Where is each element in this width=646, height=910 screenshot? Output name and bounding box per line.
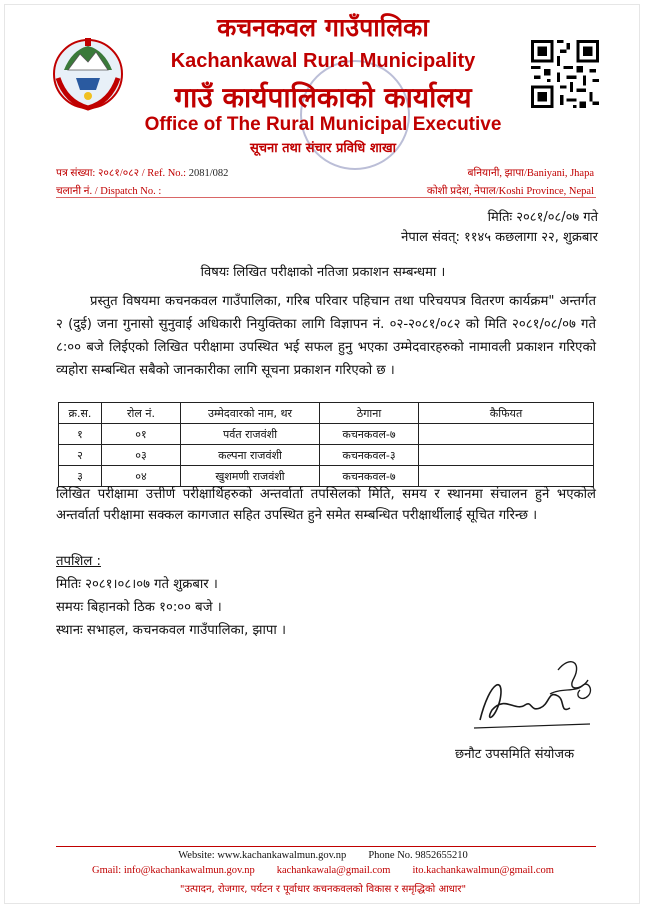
cell-address: कचनकवल-३ [320, 445, 419, 466]
address-line-1: बनियानी, झापा/Baniyani, Jhapa [467, 168, 594, 179]
cell-remarks [419, 445, 594, 466]
footer-email-2[interactable]: kachankawala@gmail.com [276, 865, 391, 876]
header-remarks: कैफियत [419, 403, 594, 424]
cell-sn: ३ [59, 466, 102, 487]
details-title: तपशिल : [56, 554, 101, 569]
cell-name: खुशमणी राजवंशी [181, 466, 320, 487]
signature-icon [470, 650, 600, 740]
header-divider [56, 197, 596, 198]
cell-remarks [419, 424, 594, 445]
date-line: मितिः २०८१/०८/०७ गते [487, 210, 598, 225]
ref-value: 2081/082 [188, 168, 229, 179]
office-name-nepali: गाउँ कार्यपालिकाको कार्यालय [174, 81, 472, 114]
cell-sn: २ [59, 445, 102, 466]
details-block [56, 550, 286, 642]
subject-line: विषयः लिखित परीक्षाको नतिजा प्रकाशन सम्बन्धमा । [200, 265, 446, 280]
footer-phone: Phone No. 9852655210 [368, 850, 468, 861]
municipality-name-nepali: कचनकवल गाउँपालिका [217, 13, 429, 42]
table-row [59, 424, 594, 445]
municipality-name-english: Kachankawal Rural Municipality [170, 50, 476, 72]
dispatch-number: चलानी नं. / Dispatch No. : [56, 186, 162, 197]
signer-title: छनौट उपसमिति संयोजक [455, 747, 575, 762]
interview-notice [56, 484, 596, 526]
footer-gmail[interactable]: Gmail: info@kachankawalmun.gov.np [92, 865, 255, 876]
cell-sn: १ [59, 424, 102, 445]
details-date: मितिः २०८१।०८।०७ गते शुक्रबार । [56, 577, 218, 592]
ref-number [56, 166, 228, 180]
body-text: प्रस्तुत विषयमा कचनकवल गाउँपालिका, गरिब परिवार पहिचान तथा परिचयपत्र वितरण कार्यक्रम" अन्तर्गत २ (दुई) जना गुनासो सुनुवाई अधिकारी नियुक्तिका लागि विज्ञापन नं. ०२-२०८१/०८२ को मिति २०८१/०८/०७ गते ८:०० बजे लिईएको लिखित परीक्षामा उपस्थित भई सफल हुनु भएका उम्मेदवारहरुको नामावली प्रकाशन गरिएको व्यहोरा सम्बन्धित सबैको जानकारीका लागि सूचना प्रकाशन गरिएको छ । [56, 294, 596, 378]
footer-contact-line [0, 850, 646, 861]
office-name-english: Office of The Rural Municipal Executive [144, 114, 502, 135]
body-paragraph [56, 290, 596, 382]
cell-address: कचनकवल-७ [320, 466, 419, 487]
footer-slogan: "उत्पादन, रोजगार, पर्यटन र पूर्वाधार कचनकवलको विकास र समृद्धिको आधार" [179, 884, 467, 895]
section-name: सूचना तथा संचार प्रविधि शाखा [249, 141, 397, 156]
cell-name: कल्पना राजवंशी [181, 445, 320, 466]
address-line-2: कोशी प्रदेश, नेपाल/Koshi Province, Nepal [426, 186, 594, 197]
cell-name: पर्वत राजवंशी [181, 424, 320, 445]
ref-label: पत्र संख्या: २०८१/०८२ / Ref. No.: [56, 168, 189, 179]
cell-roll: ०३ [102, 445, 181, 466]
footer-email-3[interactable]: ito.kachankawalmun@gmail.com [412, 865, 554, 876]
cell-roll: ०४ [102, 466, 181, 487]
nepal-sambat-date: नेपाल संवत्: ११४५ कछलागा २२, शुक्रबार [401, 230, 598, 245]
footer-email-line [0, 865, 646, 876]
header-roll: रोल नं. [102, 403, 181, 424]
footer-divider [56, 846, 596, 847]
footer-website[interactable]: Website: www.kachankawalmun.gov.np [178, 850, 347, 861]
table-header-row [59, 403, 594, 424]
header-name: उम्मेदवारको नाम, थर [181, 403, 320, 424]
interview-notice-text: लिखित परीक्षामा उत्तीर्ण परीक्षार्थिहरुको अन्तर्वार्ता तपसिलको मिति, समय र स्थानमा संचालन हुने भएकोले अन्तर्वार्ता परीक्षामा सक्कल कागजात सहित उपस्थित हुने समेत सम्बन्धित परीक्षार्थीलाई सूचित गरिन्छ । [56, 487, 596, 523]
table-row [59, 445, 594, 466]
details-time: समयः बिहानको ठिक १०:०० बजे । [56, 600, 222, 615]
header-sn: क्र.स. [59, 403, 102, 424]
cell-roll: ०१ [102, 424, 181, 445]
results-table [58, 402, 594, 487]
cell-address: कचनकवल-७ [320, 424, 419, 445]
header-address: ठेगाना [320, 403, 419, 424]
details-place: स्थानः सभाहल, कचनकवल गाउँपालिका, झापा । [56, 623, 286, 638]
